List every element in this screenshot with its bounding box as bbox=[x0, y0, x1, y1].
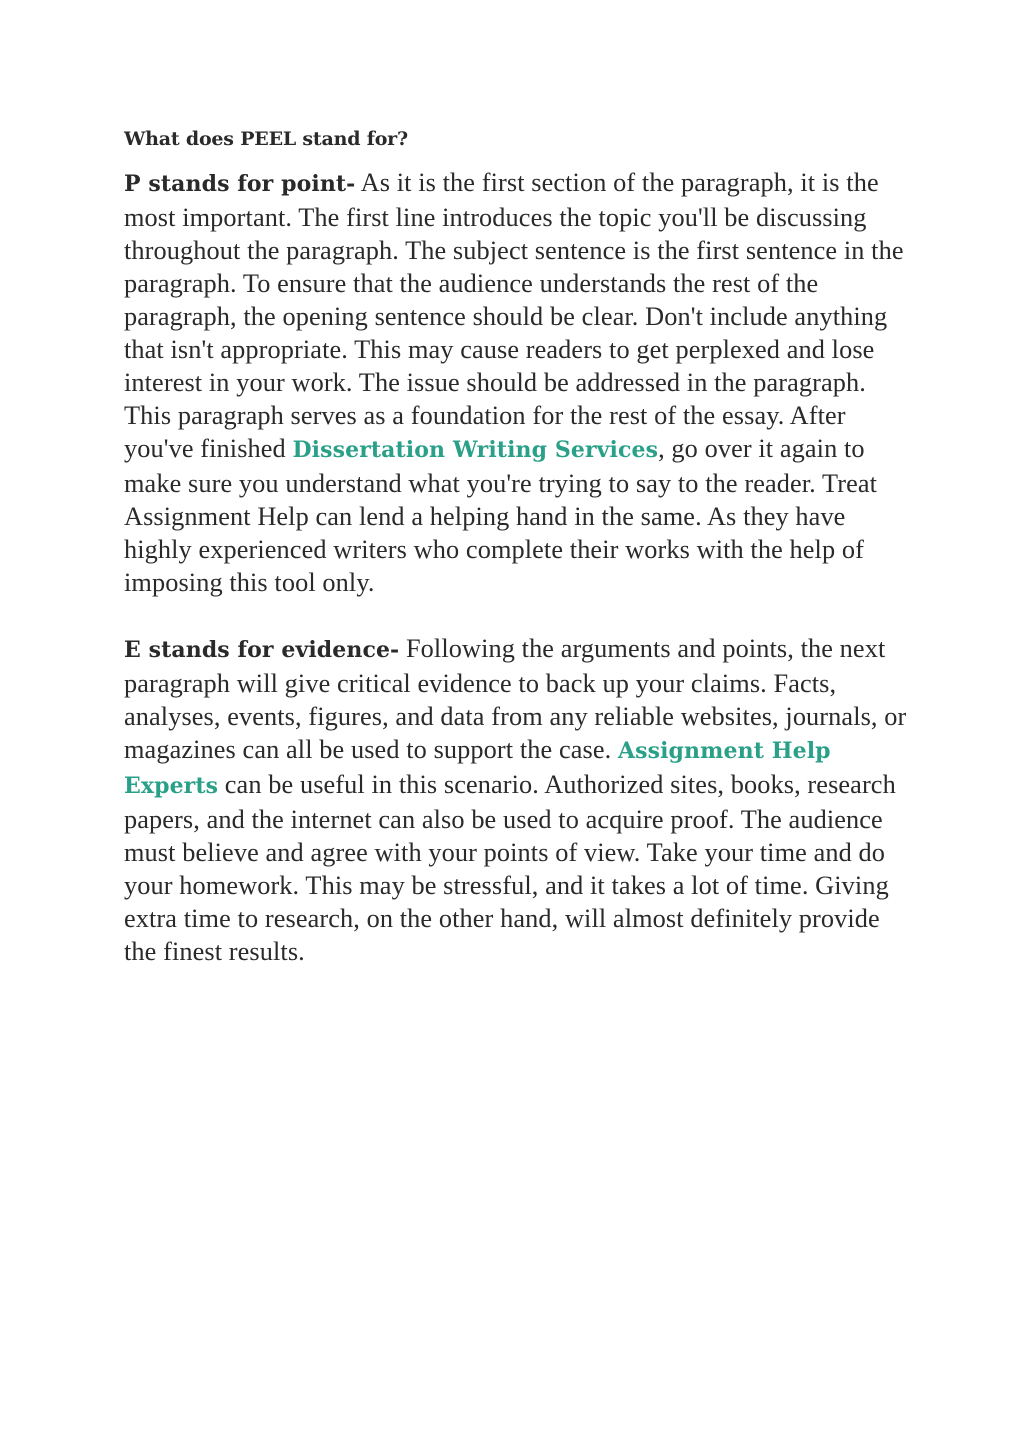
point-text-before-link: As it is the first section of the paragraph, it is the most important. The first line introduces the topic you'll be discussing throughout the paragraph. The subject sentence is the first sentence in the paragraph. To ensure that the audience understands the rest of the paragraph, the opening sentence should be clear. Don't include anything that isn't appropriate. This may cause readers to get perplexed and lose interest in your work. The issue should be addressed in the paragraph. This paragraph serves as a foundation for the rest of the essay. After you've finished bbox=[124, 168, 904, 463]
point-lead: P stands for point- bbox=[124, 171, 356, 197]
point-text-after-link: , go over it again to make sure you understand what you're trying to say to the reader. Treat Assignment Help can lend a helping hand in the same. As they have highly experienced writers who complete their works with the help of imposing this tool only. bbox=[124, 434, 878, 597]
evidence-paragraph bbox=[124, 632, 914, 968]
evidence-lead: E stands for evidence- bbox=[124, 637, 400, 663]
evidence-text-before-link: Following the arguments and points, the next paragraph will give critical evidence to back up your claims. Facts, analyses, events, figures, and data from any reliable websites, journals, or magazines can all be used to support the case. bbox=[124, 634, 907, 764]
assignment-help-experts-link[interactable]: Assignment Help Experts bbox=[124, 738, 831, 799]
dissertation-writing-services-link[interactable]: Dissertation Writing Services bbox=[292, 437, 659, 463]
point-paragraph bbox=[124, 166, 914, 599]
evidence-text-after-link: can be useful in this scenario. Authorized sites, books, research papers, and the internet can also be used to acquire proof. The audience must believe and agree with your points of view. Take your time and do your homework. This may be stressful, and it takes a lot of time. Giving extra time to research, on the other hand, will almost definitely provide the finest results. bbox=[124, 770, 896, 966]
section-heading: What does PEEL stand for? bbox=[124, 128, 408, 150]
document-page bbox=[124, 124, 914, 968]
